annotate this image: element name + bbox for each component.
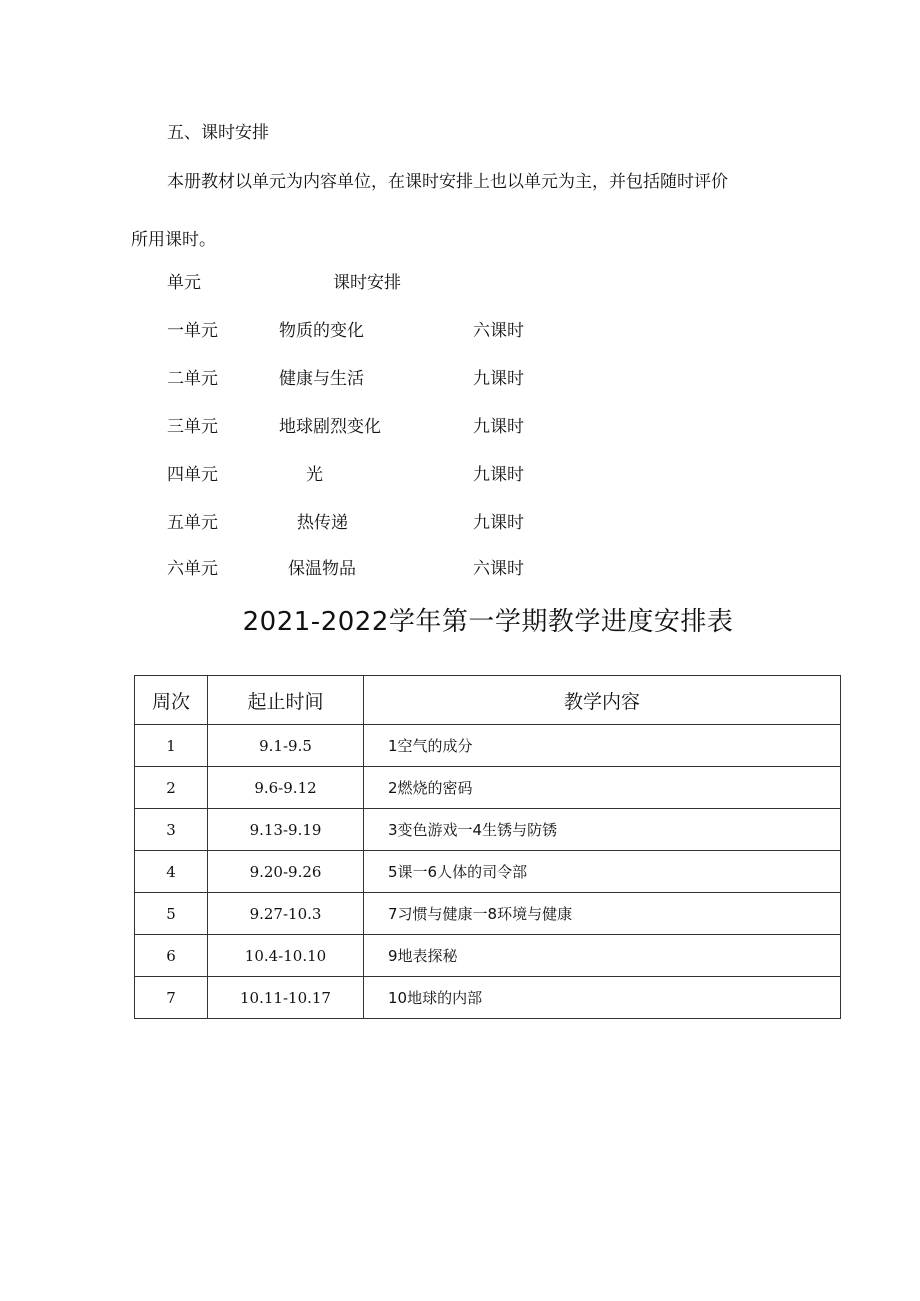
content-cell: 3变色游戏一4生锈与防锈: [364, 809, 841, 851]
dates-cell: 9.6-9.12: [208, 767, 364, 809]
paragraph-line-1: 本册教材以单元为内容单位，在课时安排上也以单元为主，并包括随时评价: [167, 172, 728, 192]
unit-name: 四单元: [167, 465, 218, 485]
column-header-week: 周次: [135, 676, 208, 725]
content-cell: 1空气的成分: [364, 725, 841, 767]
week-cell: 4: [135, 851, 208, 893]
dates-cell: 10.11-10.17: [208, 977, 364, 1019]
table-row: [135, 851, 841, 893]
content-cell: 5课一6人体的司令部: [364, 851, 841, 893]
dates-cell: 9.13-9.19: [208, 809, 364, 851]
unit-topic: 保温物品: [288, 559, 356, 579]
table-row: [135, 767, 841, 809]
week-cell: 5: [135, 893, 208, 935]
table-row: [135, 935, 841, 977]
unit-topic: 物质的变化: [279, 321, 364, 341]
content-cell: 7习惯与健康一8环境与健康: [364, 893, 841, 935]
unit-name: 五单元: [167, 513, 218, 533]
unit-hours: 六课时: [473, 321, 524, 341]
unit-hours: 九课时: [473, 369, 524, 389]
unit-hours: 九课时: [473, 417, 524, 437]
week-cell: 1: [135, 725, 208, 767]
unit-topic: 热传递: [297, 513, 348, 533]
unit-hours: 九课时: [473, 513, 524, 533]
unit-name: 六单元: [167, 559, 218, 579]
section-heading: 五、课时安排: [167, 123, 269, 143]
schedule-header-row: [135, 676, 841, 725]
content-cell: 2燃烧的密码: [364, 767, 841, 809]
week-cell: 2: [135, 767, 208, 809]
dates-cell: 9.20-9.26: [208, 851, 364, 893]
schedule-table: [134, 675, 841, 1019]
unit-topic: 光: [306, 465, 323, 485]
column-header-content: 教学内容: [364, 676, 841, 725]
week-cell: 3: [135, 809, 208, 851]
column-header-dates: 起止时间: [208, 676, 364, 725]
unit-name: 二单元: [167, 369, 218, 389]
content-cell: 10地球的内部: [364, 977, 841, 1019]
table-row: [135, 809, 841, 851]
content-cell: 9地表探秘: [364, 935, 841, 977]
unit-hours: 六课时: [473, 559, 524, 579]
paragraph-line-2: 所用课时。: [131, 230, 216, 250]
table-row: [135, 725, 841, 767]
dates-cell: 10.4-10.10: [208, 935, 364, 977]
week-cell: 7: [135, 977, 208, 1019]
week-cell: 6: [135, 935, 208, 977]
unit-topic: 地球剧烈变化: [279, 417, 381, 437]
dates-cell: 9.27-10.3: [208, 893, 364, 935]
dates-cell: 9.1-9.5: [208, 725, 364, 767]
unit-name: 一单元: [167, 321, 218, 341]
unit-topic: 健康与生活: [279, 369, 364, 389]
arrangement-column-header: 课时安排: [333, 273, 401, 293]
schedule-title: 2021-2022学年第一学期教学进度安排表: [242, 607, 734, 637]
unit-hours: 九课时: [473, 465, 524, 485]
unit-name: 三单元: [167, 417, 218, 437]
unit-column-header: 单元: [167, 273, 201, 293]
table-row: [135, 977, 841, 1019]
table-row: [135, 893, 841, 935]
